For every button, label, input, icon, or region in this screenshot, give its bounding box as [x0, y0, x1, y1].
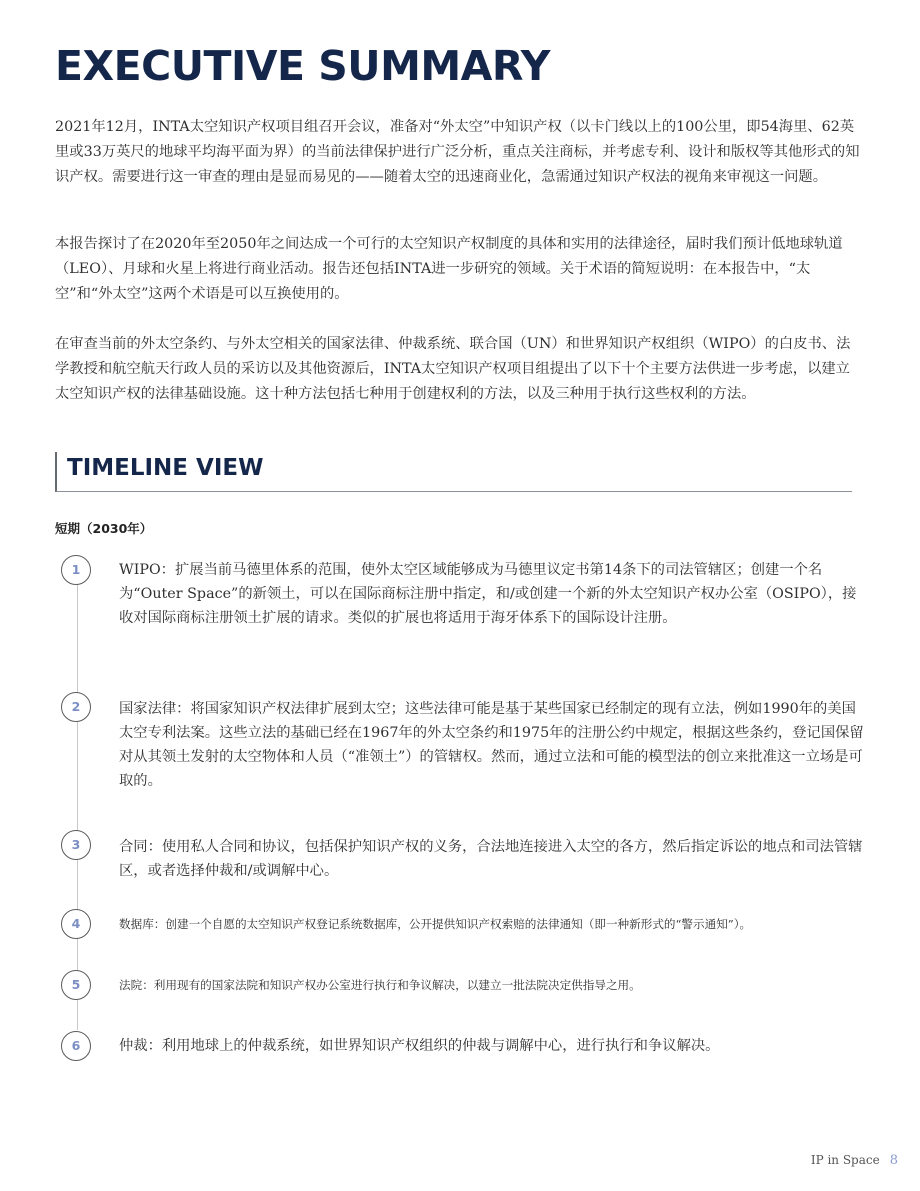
- step-text-3: 合同：使用私人合同和协议，包括保护知识产权的义务，合法地连接进入太空的各方，然后指定诉讼的地点和司法管辖区，或者选择仲裁和/或调解中心。: [119, 839, 863, 879]
- page-number: 8: [889, 1153, 898, 1168]
- step-text-1: WIPO：扩展当前马德里体系的范围，使外太空区域能够成为马德里议定书第14条下的司法管辖区；创建一个名为“Outer Space”的新领土，可以在国际商标注册中指定，和/或创建一个新的外太空知识产权办公室（OSIPO），接收对国际商标注册领土扩展的请求。类似的扩展也将适用于海牙体系下的国际设计注册。: [119, 562, 857, 626]
- step-number-2: 2: [61, 692, 91, 722]
- step-number-3: 3: [61, 830, 91, 860]
- step-text-2: 国家法律：将国家知识产权法律扩展到太空；这些法律可能是基于某些国家已经制定的现有立法，例如1990年的美国太空专利法案。这些立法的基础已经在1967年的外太空条约和1975年的注册公约中规定，根据这些条约，登记国保留对从其领土发射的太空物体和人员（“准领土”）的管辖权。然而，通过立法和可能的模型法的创立来批准这一立场是可取的。: [119, 701, 864, 789]
- intro-paragraph-2: 本报告探讨了在2020年至2050年之间达成一个可行的太空知识产权制度的具体和实用的法律途径，届时我们预计低地球轨道（LEO）、月球和火星上将进行商业活动。报告还包括INTA进一步研究的领域。关于术语的简短说明：在本报告中，“太空”和“外太空”这两个术语是可以互换使用的。: [55, 236, 843, 302]
- step-text-4: 数据库：创建一个自愿的太空知识产权登记系统数据库，公开提供知识产权索赔的法律通知（即一种新形式的“警示通知”）。: [119, 917, 752, 931]
- step-number-4: 4: [61, 909, 91, 939]
- step-number-5: 5: [61, 970, 91, 1000]
- timeline-connector-line: [77, 584, 78, 1030]
- intro-paragraph-3: 在审查当前的外太空条约、与外太空相关的国家法律、仲裁系统、联合国（UN）和世界知识产权组织（WIPO）的白皮书、法学教授和航空航天行政人员的采访以及其他资源后，INTA太空知识产权项目组提出了以下十个主要方法供进一步考虑，以建立太空知识产权的法律基础设施。这十种方法包括七种用于创建权利的方法，以及三种用于执行这些权利的方法。: [55, 336, 851, 402]
- intro-paragraph-1: 2021年12月，INTA太空知识产权项目组召开会议，准备对“外太空”中知识产权（以卡门线以上的100公里，即54海里、62英里或33万英尺的地球平均海平面为界）的当前法律保护进行广泛分析，重点关注商标，并考虑专利、设计和版权等其他形式的知识产权。需要进行这一审查的理由是显而易见的——随着太空的迅速商业化，急需通过知识产权法的视角来审视这一问题。: [55, 119, 860, 185]
- section-title: TIMELINE VIEW: [67, 455, 264, 481]
- step-number-6: 6: [61, 1031, 91, 1061]
- step-text-5: 法院：利用现有的国家法院和知识产权办公室进行执行和争议解决，以建立一批法院决定供指导之用。: [119, 978, 641, 992]
- period-label: 短期（2030年）: [55, 521, 153, 536]
- timeline-section-header: [55, 452, 852, 492]
- page-title: EXECUTIVE SUMMARY: [55, 42, 550, 90]
- page-footer: [811, 1153, 898, 1168]
- step-text-6: 仲裁：利用地球上的仲裁系统，如世界知识产权组织的仲裁与调解中心，进行执行和争议解决。: [119, 1038, 720, 1054]
- step-number-1: 1: [61, 555, 91, 585]
- footer-label: IP in Space: [810, 1153, 880, 1167]
